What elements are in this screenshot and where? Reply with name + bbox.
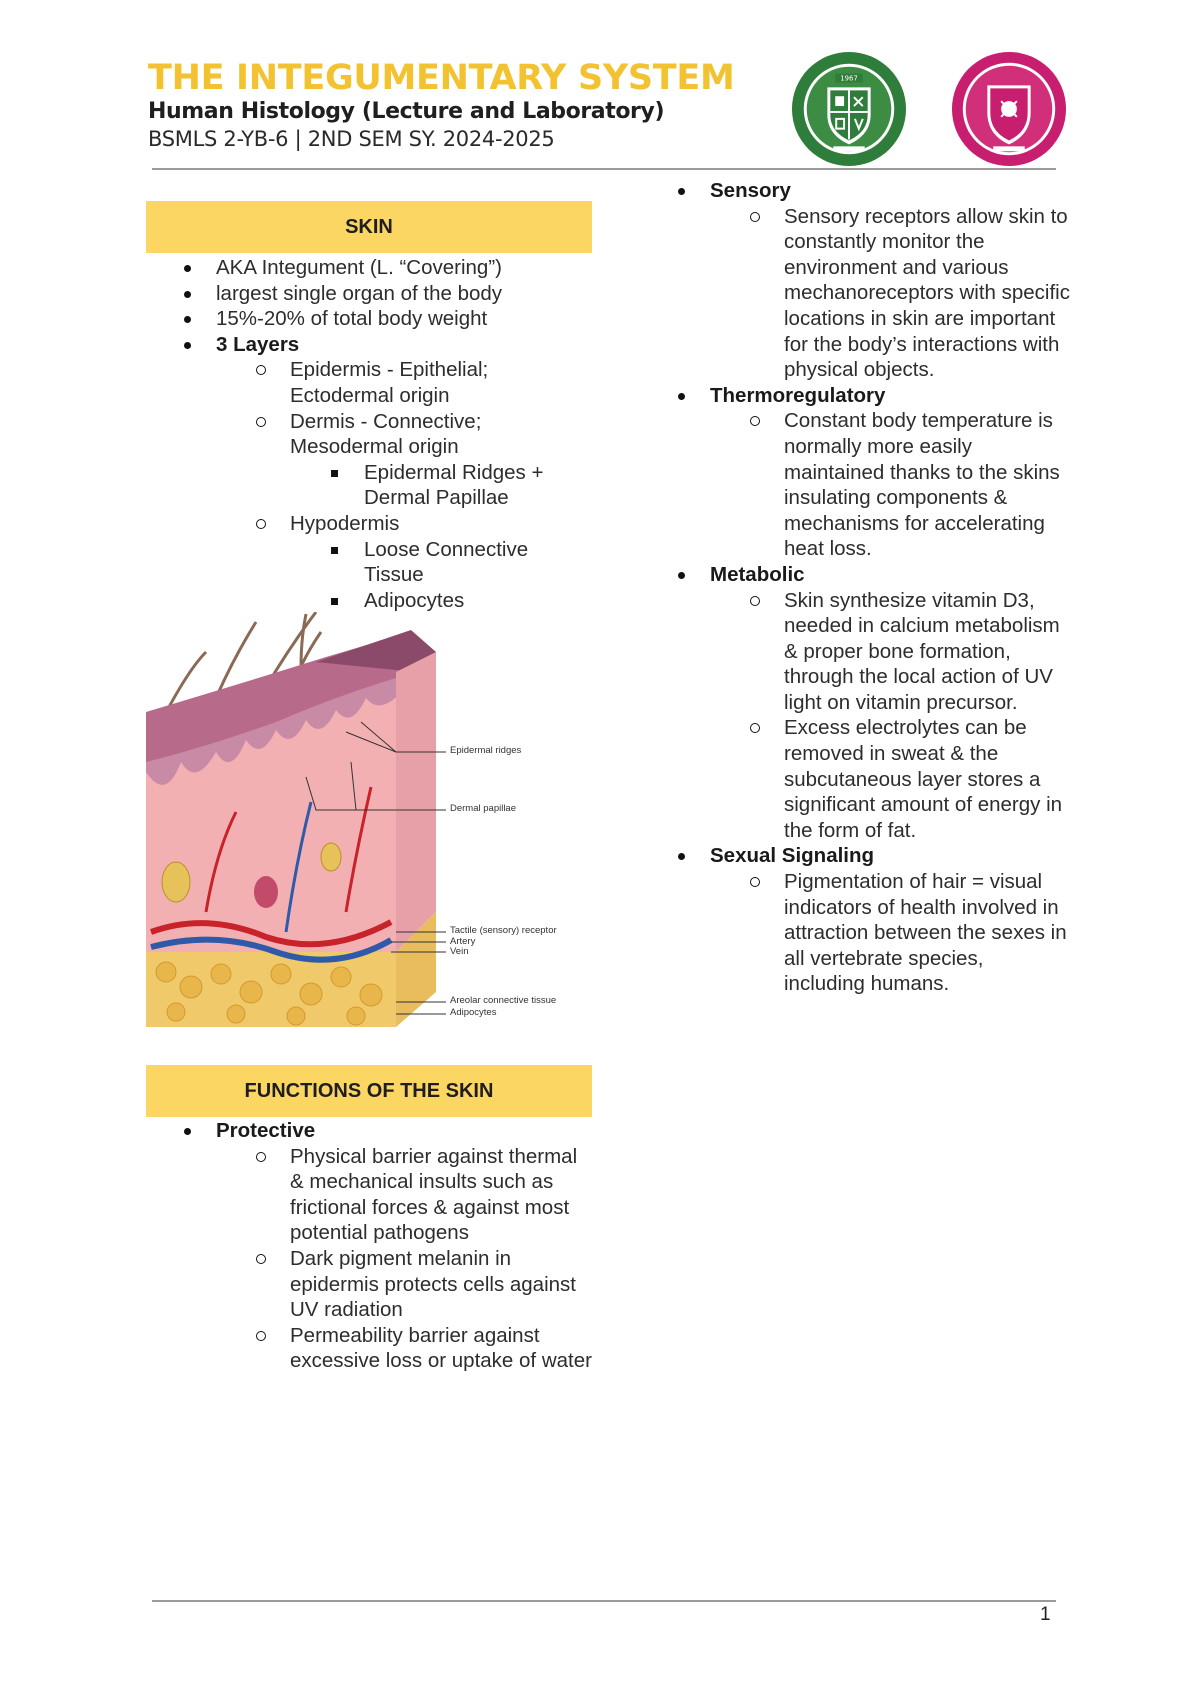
document-title: THE INTEGUMENTARY SYSTEM [148, 58, 735, 98]
figure-label-artery: Artery [450, 936, 476, 947]
figure-label-vein: Vein [450, 946, 469, 957]
university-seal-green-logo [790, 50, 908, 168]
figure-label-tactile-receptor: Tactile (sensory) receptor [450, 925, 557, 936]
functions-continued-list [640, 178, 1070, 997]
list-item: Excess electrolytes can be removed in sweat & the subcutaneous layer stores a significant amount of energy in the form of fat. [640, 715, 1070, 843]
skin-section-heading: SKIN [146, 201, 592, 253]
list-item: Dermis - Connective; Mesodermal origin [146, 409, 592, 460]
document-header [148, 58, 808, 152]
list-item: Epidermis - Epithelial; Ectodermal origin [146, 357, 592, 408]
college-seal-pink-logo [950, 50, 1068, 168]
list-item: Hypodermis [146, 511, 592, 537]
function-thermoregulatory: Thermoregulatory [640, 383, 1070, 409]
skin-bullet-list [146, 255, 592, 613]
list-item: Permeability barrier against excessive loss or uptake of water [146, 1323, 592, 1374]
skin-illustration [146, 612, 576, 1040]
course-subtitle: Human Histology (Lecture and Laboratory) [148, 99, 665, 124]
list-item: AKA Integument (L. “Covering”) [146, 255, 592, 281]
figure-label-adipocytes: Adipocytes [450, 1007, 497, 1018]
list-item: Epidermal Ridges + Dermal Papillae [146, 460, 592, 511]
list-item: Dark pigment melanin in epidermis protects cells against UV radiation [146, 1246, 592, 1323]
page-number: 1 [1040, 1604, 1051, 1625]
seal-year: 1967 [840, 74, 858, 83]
list-item: Pigmentation of hair = visual indicators of health involved in attraction between the sexes in all vertebrate species, including humans. [640, 869, 1070, 997]
figure-label-dermal-papillae: Dermal papillae [450, 803, 517, 814]
figure-label-areolar-tissue: Areolar connective tissue [450, 995, 557, 1006]
list-item: largest single organ of the body [146, 281, 592, 307]
list-item: Sensory receptors allow skin to constantly monitor the environment and various mechanoreceptors with specific locations in skin are important for the body’s interactions with physical objects. [640, 204, 1070, 383]
figure-label-epidermal-ridges: Epidermal ridges [450, 745, 522, 756]
function-protective: Protective [146, 1118, 592, 1144]
protective-function-list [146, 1118, 592, 1374]
function-metabolic: Metabolic [640, 562, 1070, 588]
functions-section-heading: FUNCTIONS OF THE SKIN [146, 1065, 592, 1117]
list-item: Adipocytes [146, 588, 592, 614]
function-sensory: Sensory [640, 178, 1070, 204]
footer-divider [152, 1600, 1056, 1602]
list-item: 15%-20% of total body weight [146, 306, 592, 332]
list-item-layers: 3 Layers [146, 332, 592, 358]
list-item: Skin synthesize vitamin D3, needed in calcium metabolism & proper bone formation, through the local action of UV light on vitamin precursor. [640, 588, 1070, 716]
list-item: Constant body temperature is normally more easily maintained thanks to the skins insulating components & mechanisms for accelerating heat loss. [640, 408, 1070, 562]
list-item: Loose Connective Tissue [146, 537, 592, 588]
list-item: Physical barrier against thermal & mechanical insults such as frictional forces & against most potential pathogens [146, 1144, 592, 1246]
skin-cross-section-figure [146, 612, 576, 1040]
section-meta: BSMLS 2-YB-6 | 2ND SEM SY. 2024-2025 [148, 127, 555, 151]
header-divider [152, 168, 1056, 170]
function-sexual-signaling: Sexual Signaling [640, 843, 1070, 869]
